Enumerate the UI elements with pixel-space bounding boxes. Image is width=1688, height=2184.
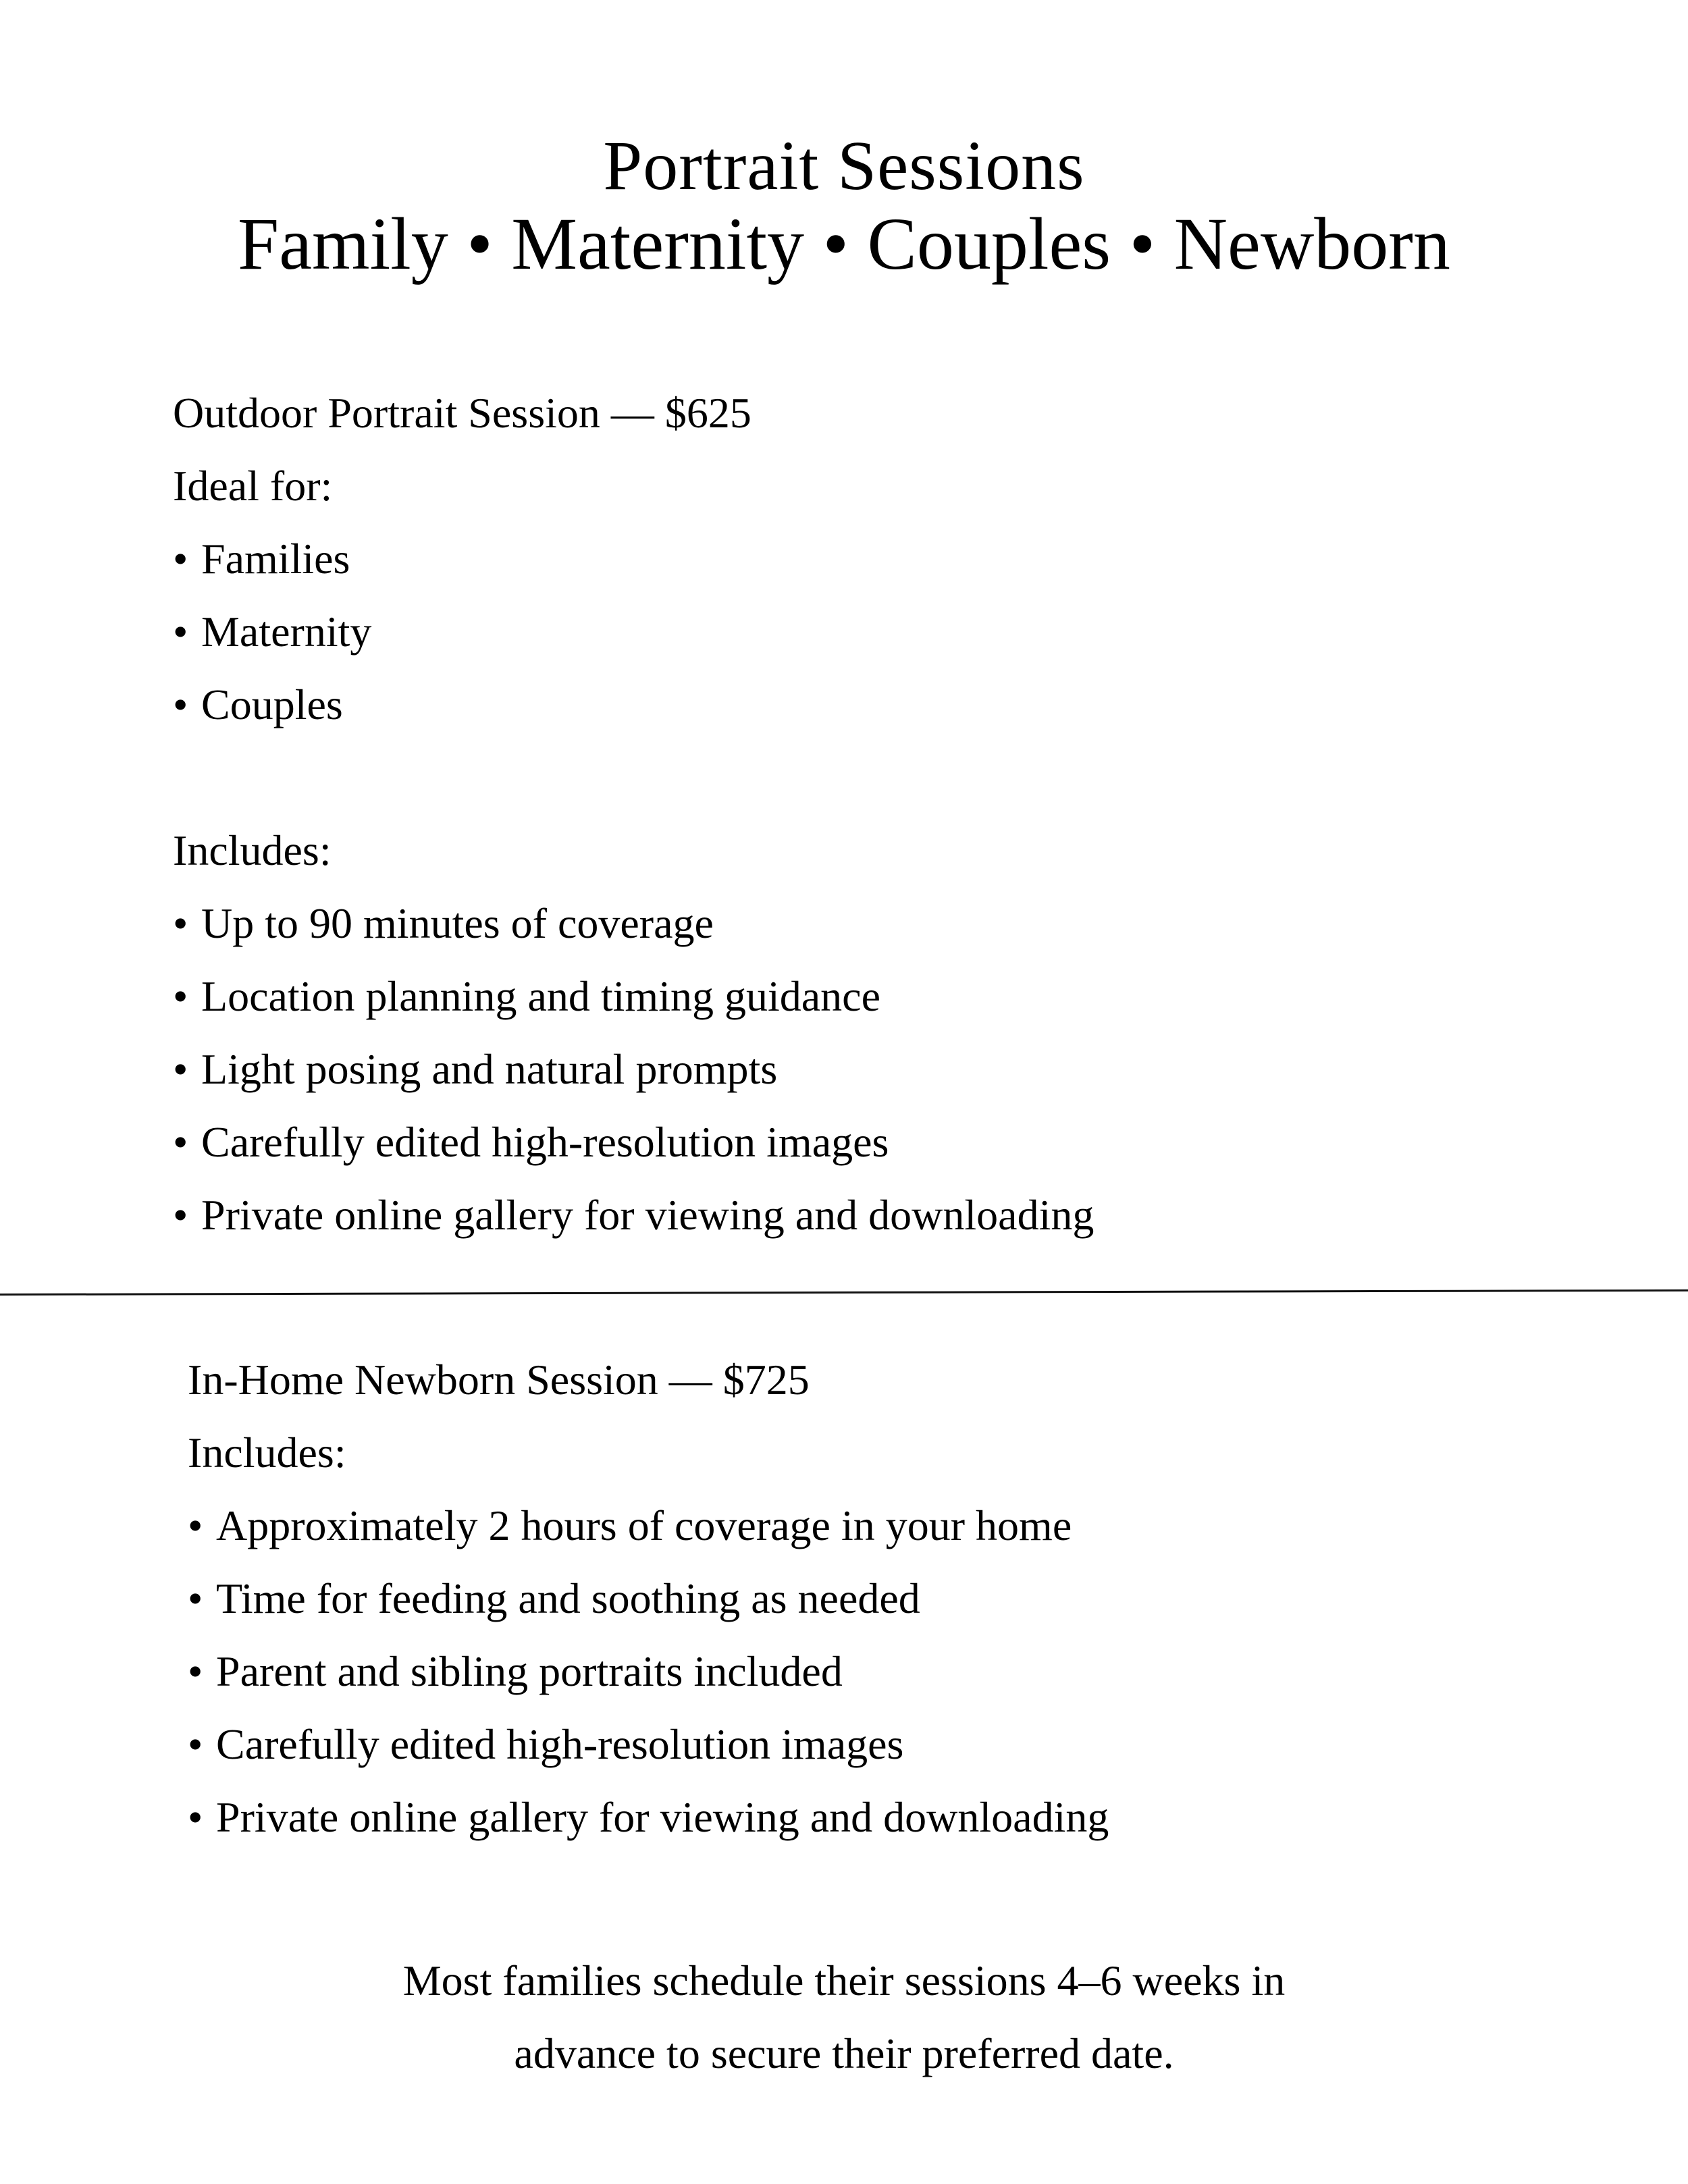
ideal-for-label: Ideal for: (173, 462, 333, 510)
list-item: • Private online gallery for viewing and downloading (188, 1781, 1109, 1854)
page-title: Portrait Sessions (603, 127, 1085, 205)
booking-note-line-2: advance to secure their preferred date. (514, 2029, 1174, 2077)
list-item: • Carefully edited high-resolution images (173, 1106, 1094, 1179)
list-item: • Location planning and timing guidance (173, 960, 1094, 1033)
page-header (0, 128, 1688, 284)
list-item: • Light posing and natural prompts (173, 1033, 1094, 1106)
list-item: • Parent and sibling portraits included (188, 1635, 1109, 1708)
list-item: • Private online gallery for viewing and downloading (173, 1179, 1094, 1252)
booking-note-line-1: Most families schedule their sessions 4–6 weeks in (402, 1956, 1286, 2004)
spacer (173, 741, 1094, 814)
bullet-icon: • (173, 681, 188, 728)
newborn-session-heading: In-Home Newborn Session — $725 (188, 1356, 810, 1404)
bullet-icon: • (173, 1045, 188, 1093)
bullet-icon: • (173, 535, 188, 583)
list-item: • Up to 90 minutes of coverage (173, 887, 1094, 960)
bullet-icon: • (173, 899, 188, 947)
bullet-icon: • (188, 1574, 203, 1622)
list-item: • Families (173, 523, 1094, 595)
includes-label: Includes: (188, 1429, 346, 1476)
bullet-icon: • (173, 972, 188, 1020)
list-item: • Approximately 2 hours of coverage in your home (188, 1489, 1109, 1562)
bullet-icon: • (188, 1647, 203, 1695)
newborn-session-section (188, 1343, 1109, 1854)
list-item: • Couples (173, 668, 1094, 741)
section-divider (0, 1289, 1688, 1296)
includes-label: Includes: (173, 826, 332, 874)
bullet-icon: • (173, 1118, 188, 1166)
bullet-icon: • (188, 1720, 203, 1768)
outdoor-session-section (173, 377, 1094, 1252)
bullet-icon: • (188, 1793, 203, 1841)
booking-note (0, 1944, 1688, 2090)
page-subtitle: Family • Maternity • Couples • Newborn (238, 203, 1450, 285)
bullet-icon: • (173, 1191, 188, 1239)
bullet-icon: • (188, 1501, 203, 1549)
outdoor-session-heading: Outdoor Portrait Session — $625 (173, 389, 751, 437)
list-item: • Carefully edited high-resolution images (188, 1708, 1109, 1781)
bullet-icon: • (173, 608, 188, 656)
list-item: • Time for feeding and soothing as needed (188, 1562, 1109, 1635)
list-item: • Maternity (173, 595, 1094, 668)
